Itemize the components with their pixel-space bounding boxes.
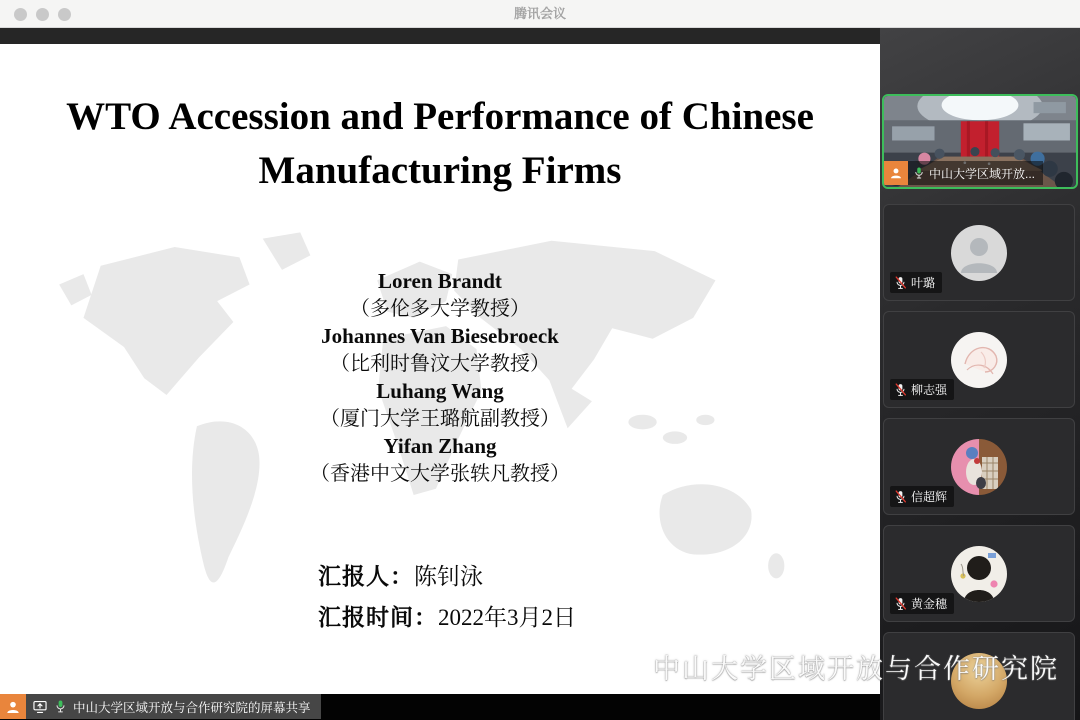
- mic-live-icon: [54, 699, 67, 714]
- participant-label: [890, 272, 942, 293]
- slide-title: [0, 90, 880, 198]
- sketch-avatar-image: [951, 332, 1007, 388]
- date-line: [318, 597, 576, 638]
- cartoon-avatar-image: [951, 439, 1007, 495]
- avatar: [951, 546, 1007, 602]
- shared-screen-top-strip: [0, 28, 880, 44]
- participant-label: [890, 379, 954, 400]
- participant-tile[interactable]: [883, 525, 1075, 622]
- author-affiliation: （比利时鲁汶大学教授）: [330, 353, 550, 375]
- author-affiliation: （香港中文大学张轶凡教授）: [310, 463, 570, 485]
- mic-muted-icon: [894, 276, 907, 290]
- close-button[interactable]: [14, 8, 27, 21]
- authors-list: [0, 268, 880, 488]
- share-banner-bar: [26, 694, 321, 719]
- report-info: [318, 556, 576, 638]
- slide-title-line2: Manufacturing Firms: [258, 149, 622, 192]
- traffic-lights: [14, 8, 71, 21]
- participant-tile[interactable]: [883, 418, 1075, 515]
- participant-name: 黄金穗: [911, 597, 948, 611]
- mic-muted-icon: [894, 597, 907, 611]
- participant-label: [890, 486, 954, 507]
- participant-name: 柳志强: [911, 383, 948, 397]
- participant-tile-video[interactable]: [882, 94, 1078, 189]
- date-value: 2022年3月2日: [438, 605, 576, 630]
- participant-label: [890, 593, 954, 614]
- presenter-line: [318, 556, 576, 597]
- participants-sidebar: [880, 28, 1080, 720]
- avatar: [951, 225, 1007, 281]
- participant-tile[interactable]: [883, 311, 1075, 408]
- silhouette-avatar-image: [951, 546, 1007, 602]
- date-label: 汇报时间：: [318, 604, 438, 630]
- mic-muted-icon: [894, 383, 907, 397]
- presenter-name: 陈钊泳: [414, 564, 483, 589]
- participant-name: 中山大学区域开放...: [929, 166, 1036, 181]
- share-banner-text: 中山大学区域开放与合作研究院的屏幕共享: [73, 700, 311, 715]
- default-person-icon: [951, 225, 1007, 281]
- presenter-person-icon: [884, 161, 908, 185]
- shared-screen-area: [0, 28, 880, 720]
- fullscreen-button[interactable]: [58, 8, 71, 21]
- participant-tile[interactable]: [883, 204, 1075, 301]
- avatar: [951, 332, 1007, 388]
- author-affiliation: （多伦多大学教授）: [350, 298, 530, 320]
- window-titlebar: [0, 0, 1080, 28]
- author-name: Loren Brandt: [378, 269, 502, 293]
- bottom-strip: [0, 694, 880, 720]
- presenter-person-icon: [0, 694, 26, 719]
- author-name: Yifan Zhang: [383, 434, 497, 458]
- author-name: Luhang Wang: [376, 379, 504, 403]
- screen-share-icon: [32, 700, 48, 714]
- participant-name: 信超辉: [911, 490, 948, 504]
- window-title: 腾讯会议: [513, 6, 566, 21]
- participant-name: 叶璐: [911, 276, 936, 290]
- slide-title-line1: WTO Accession and Performance of Chinese: [66, 95, 814, 138]
- presentation-slide: [0, 44, 880, 694]
- screen-share-banner[interactable]: [0, 694, 321, 719]
- mic-muted-icon: [894, 490, 907, 504]
- avatar: [951, 653, 1007, 709]
- participant-tile-partial[interactable]: [883, 632, 1075, 720]
- watermark-text: 中山大学区域开放与合作研究院: [653, 653, 1059, 684]
- presenter-label: 汇报人：: [318, 563, 414, 589]
- mic-live-icon: [913, 166, 925, 180]
- minimize-button[interactable]: [36, 8, 49, 21]
- avatar: [951, 439, 1007, 495]
- author-affiliation: （厦门大学王璐航副教授）: [320, 408, 560, 430]
- participant-label-bar: [908, 161, 1043, 185]
- participant-label: [884, 161, 1043, 185]
- author-name: Johannes Van Biesebroeck: [321, 324, 559, 348]
